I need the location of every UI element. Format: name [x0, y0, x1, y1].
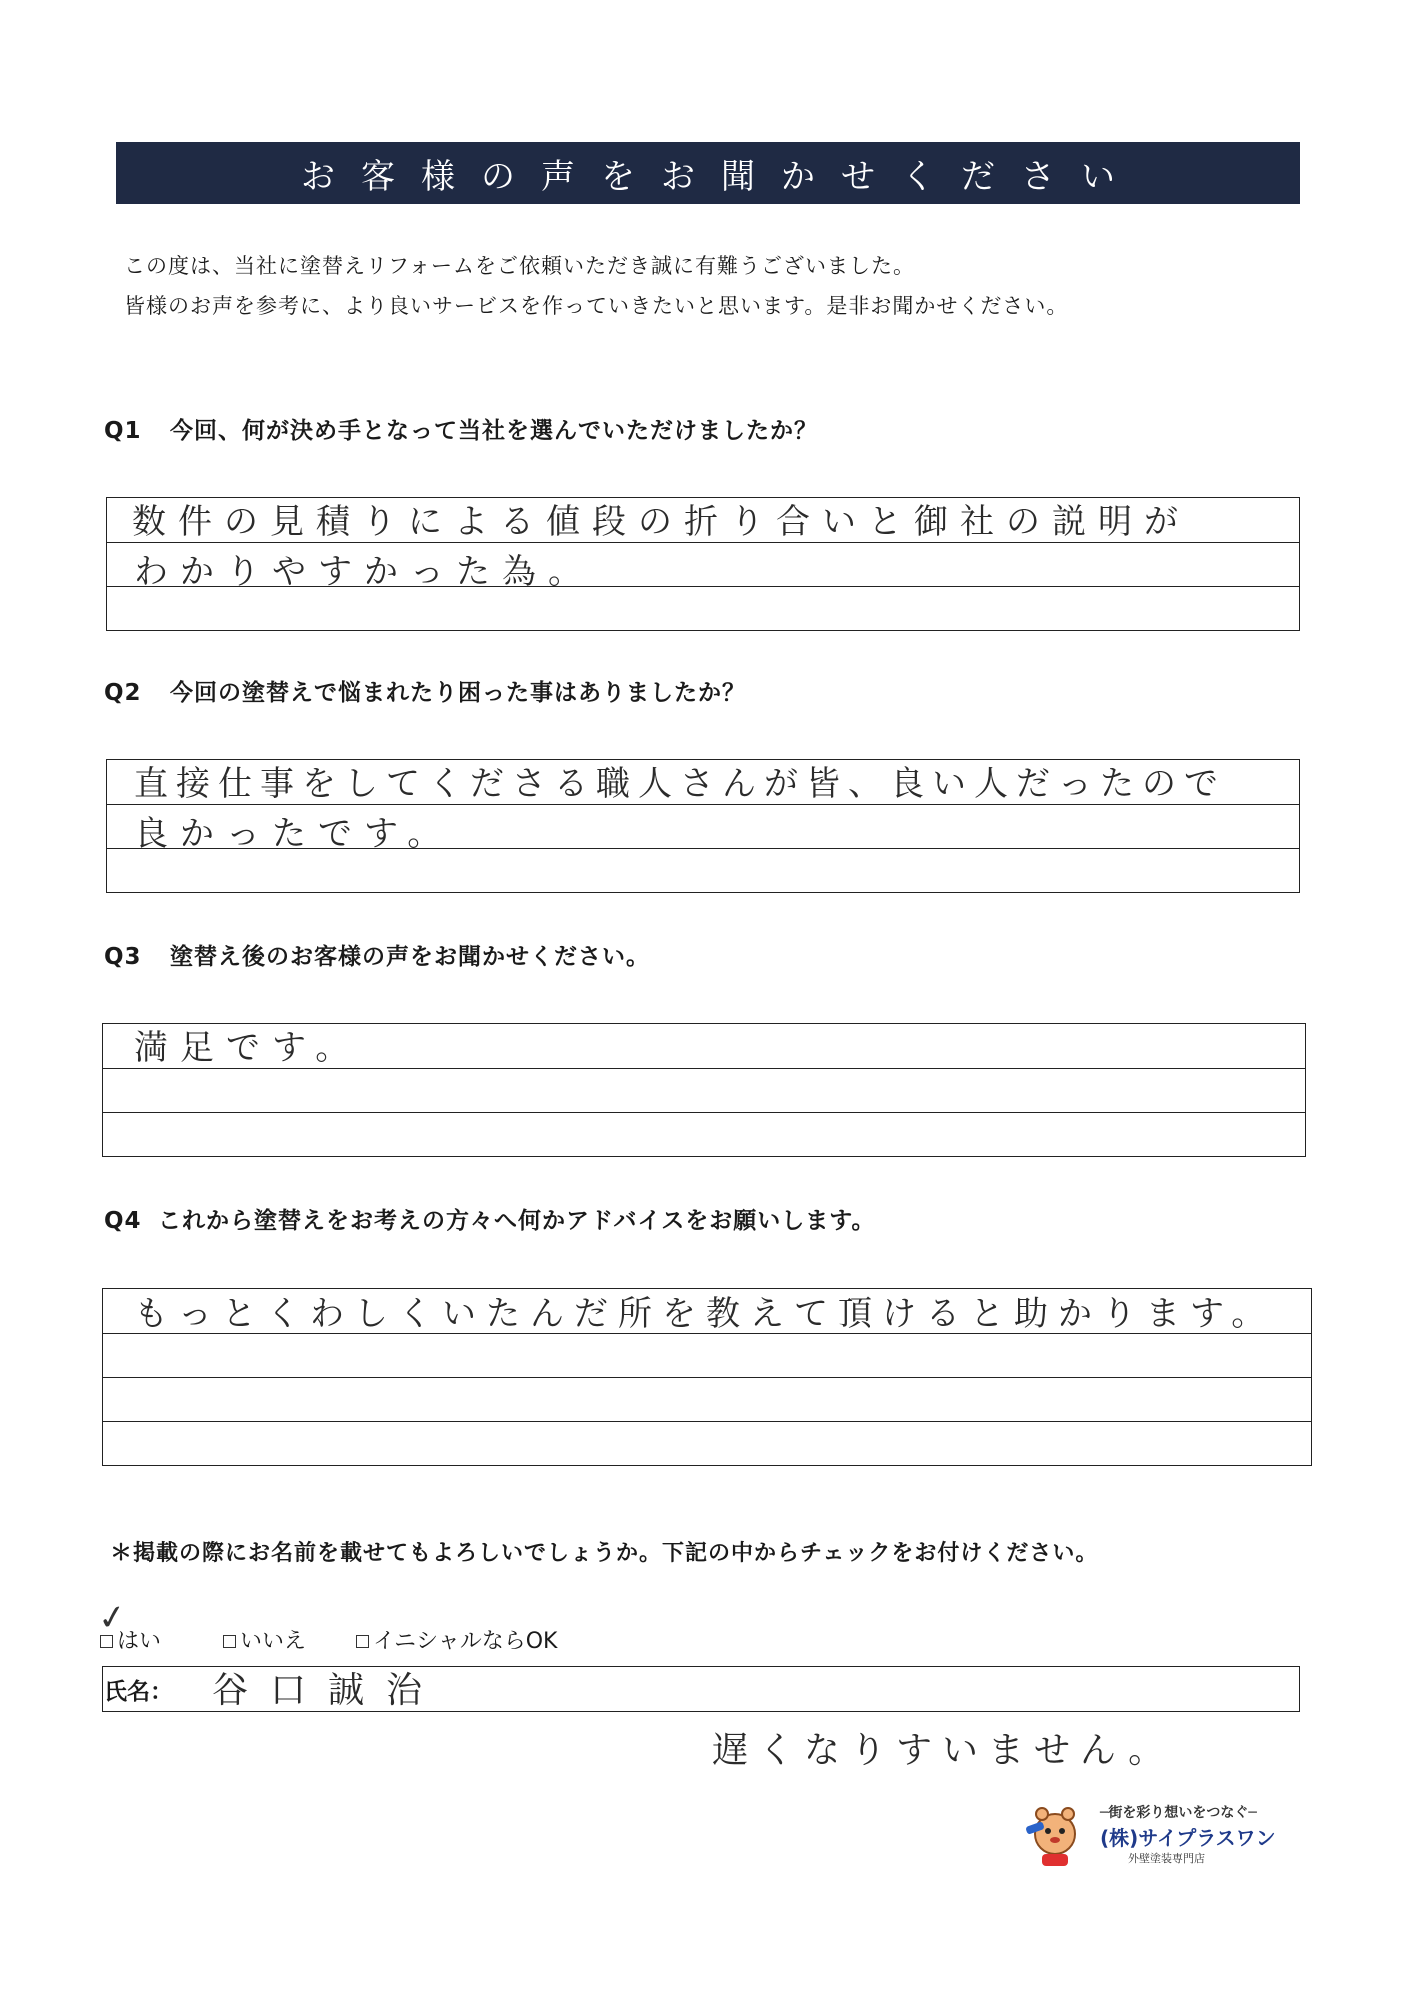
question-4-number: Q4 [104, 1208, 142, 1234]
option-yes[interactable] [100, 1624, 161, 1655]
answer-1-line-2: わかりやすかった為。 [134, 552, 594, 592]
question-4 [104, 1202, 875, 1235]
handwritten-note: 遅くなりすいません。 [712, 1730, 1175, 1771]
question-3-number: Q3 [104, 944, 142, 970]
checkbox-initials[interactable] [356, 1635, 369, 1648]
option-no-label: いいえ [240, 1629, 307, 1654]
check-mark-icon: ✓ [95, 1596, 130, 1640]
form-title-banner [116, 142, 1300, 204]
option-initials-label: イニシャルならOK [373, 1629, 558, 1654]
question-2-text: 今回の塗替えで悩まれたり困った事はありましたか？ [170, 680, 746, 706]
option-initials[interactable] [356, 1624, 557, 1655]
question-3-text: 塗替え後のお客様の声をお聞かせください。 [170, 944, 650, 970]
company-logo [1022, 1800, 1282, 1880]
question-1 [104, 412, 818, 445]
option-yes-label: はい [117, 1629, 162, 1654]
name-value: 谷口誠治 [212, 1670, 445, 1711]
question-2 [104, 674, 746, 707]
checkbox-no[interactable] [223, 1635, 236, 1648]
question-1-number: Q1 [104, 418, 142, 444]
consent-options [100, 1624, 607, 1655]
answer-2-line-1: 直接仕事をしてくださる職人さんが皆、良い人だったので [134, 764, 1226, 804]
question-2-number: Q2 [104, 680, 142, 706]
answer-4-line-1: もっとくわしくいたんだ所を教えて頂けると助かります。 [134, 1294, 1276, 1334]
intro-line-1: この度は、当社に塗替えリフォームをご依頼いただき誠に有難うございました。 [124, 254, 915, 278]
consent-note: ＊掲載の際にお名前を載せてもよろしいでしょうか。下記の中からチェックをお付けください。 [110, 1541, 1099, 1566]
answer-2-line-2: 良かったです。 [134, 814, 454, 854]
answer-line [103, 1377, 1311, 1378]
checkbox-yes[interactable] [100, 1635, 113, 1648]
intro-line-2: 皆様のお声を参考に、より良いサービスを作っていきたいと思います。是非お聞かせください。 [124, 294, 1069, 318]
answer-line [103, 1112, 1305, 1113]
form-title: お客様の声をお聞かせください [301, 156, 1141, 197]
question-1-text: 今回、何が決め手となって当社を選んでいただけましたか？ [170, 418, 818, 444]
answer-1-line-1: 数件の見積りによる値段の折り合いと御社の説明が [132, 502, 1190, 542]
option-no[interactable] [223, 1624, 306, 1655]
name-label: 氏名： [104, 1679, 173, 1705]
intro-text [124, 246, 1068, 326]
logo-subtitle: 外壁塗装専門店 [1128, 1852, 1205, 1865]
question-4-text: これから塗替えをお考えの方々へ何かアドバイスをお願いします。 [158, 1208, 876, 1234]
logo-slogan: ─街を彩り想いをつなぐ─ [1100, 1805, 1257, 1821]
mascot-icon [1022, 1804, 1088, 1870]
answer-3-line-1: 満足です。 [134, 1028, 362, 1068]
logo-company-name: (株)サイプラスワン [1100, 1826, 1276, 1850]
answer-line [103, 1421, 1311, 1422]
question-3 [104, 938, 650, 971]
